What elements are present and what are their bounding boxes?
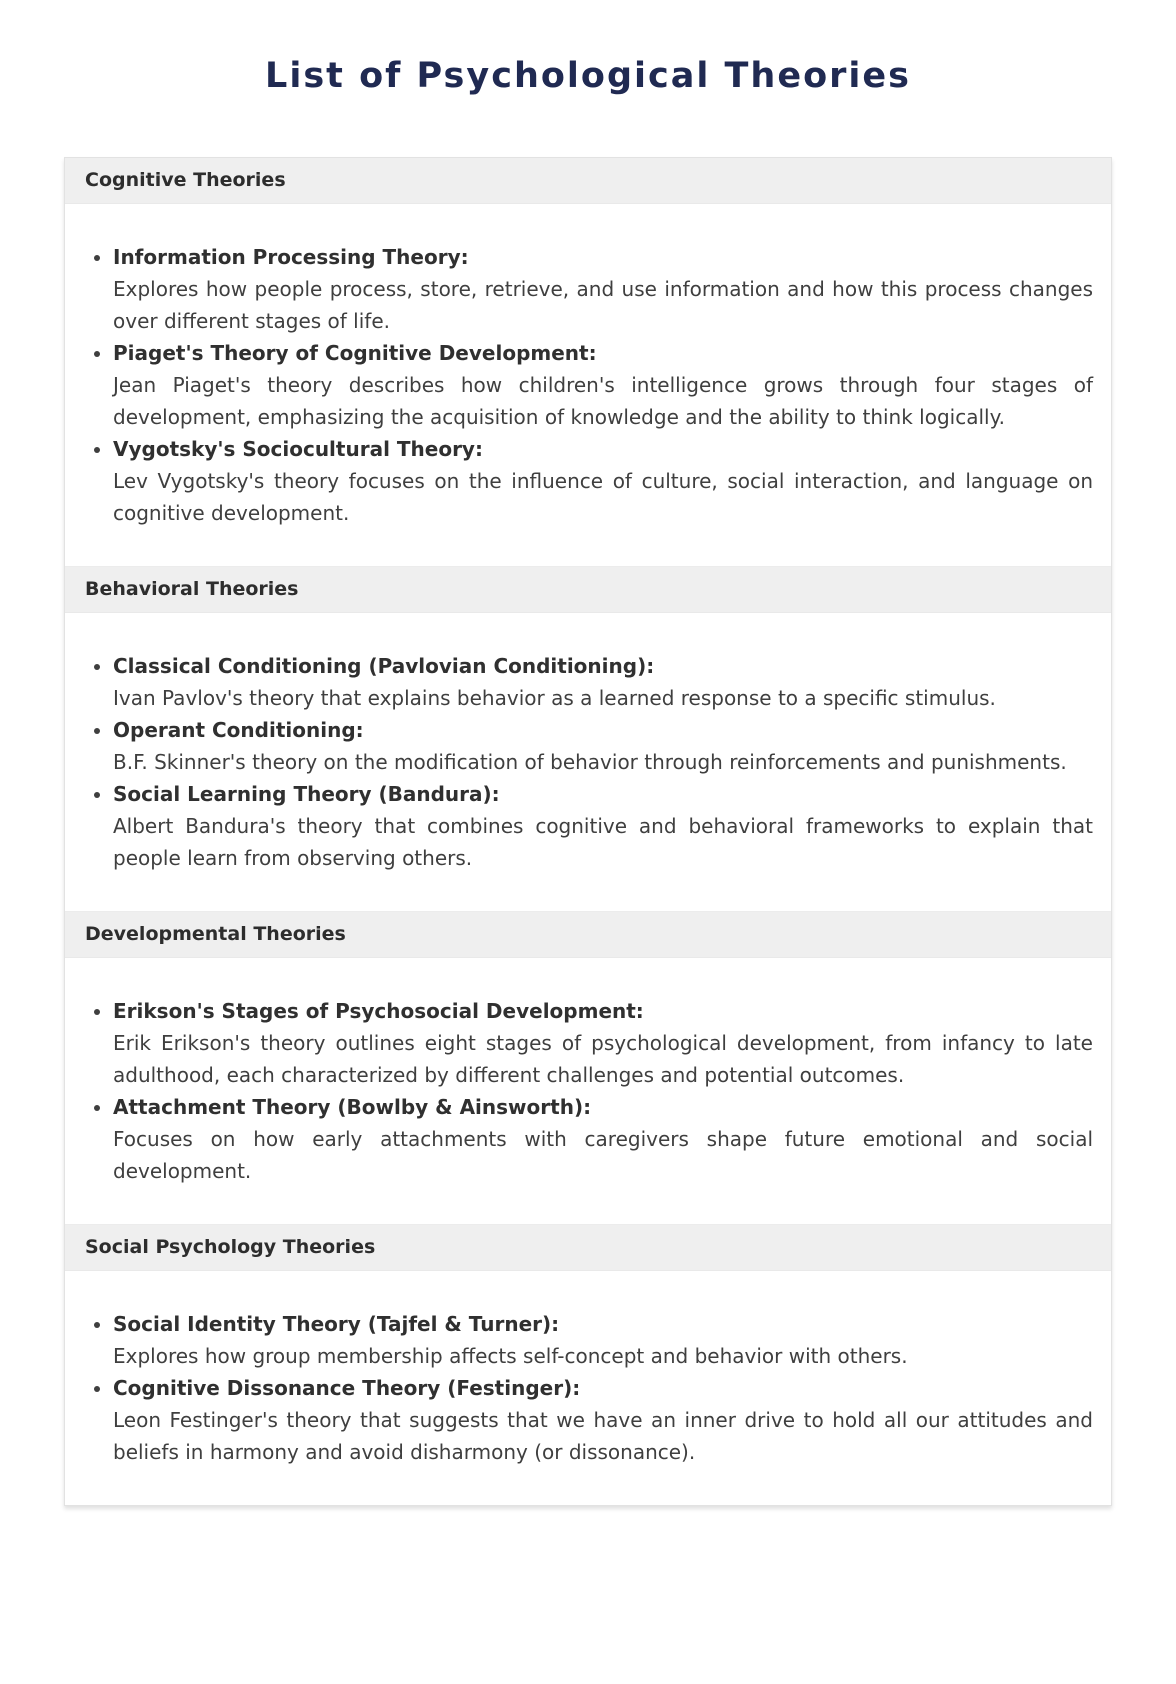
theory-list <box>73 1308 1093 1468</box>
theory-item <box>113 241 1093 337</box>
section-body-cognitive-theories <box>65 204 1111 566</box>
section-cognitive-theories <box>65 158 1111 566</box>
theory-title: • Erikson's Stages of Psychosocial Development: <box>113 999 644 1023</box>
section-body-developmental-theories <box>65 958 1111 1224</box>
section-body-social-psychology-theories <box>65 1271 1111 1505</box>
section-heading-text: Behavioral Theories <box>85 578 299 600</box>
theory-title: • Piaget's Theory of Cognitive Development: <box>113 341 597 365</box>
theory-description: Lev Vygotsky's theory focuses on the influence of culture, social interaction, and language on cognitive development. <box>113 469 1093 525</box>
theory-description: Albert Bandura's theory that combines cognitive and behavioral frameworks to explain that people learn from observing others. <box>113 814 1093 870</box>
theories-document-container <box>64 157 1112 1506</box>
theory-title: • Cognitive Dissonance Theory (Festinger): <box>113 1376 581 1400</box>
section-heading-text: Cognitive Theories <box>85 169 286 191</box>
theory-item <box>113 995 1093 1091</box>
section-heading-text: Social Psychology Theories <box>85 1236 376 1258</box>
theory-item <box>113 433 1093 529</box>
theory-description: Leon Festinger's theory that suggests that we have an inner drive to hold all our attitudes and beliefs in harmony and avoid disharmony (or dissonance). <box>113 1408 1093 1464</box>
page-title: List of Psychological Theories <box>265 56 911 96</box>
theory-item <box>113 714 1093 778</box>
theory-description: Jean Piaget's theory describes how children's intelligence grows through four stages of development, emphasizing the acquisition of knowledge and the ability to think logically. <box>113 373 1093 429</box>
theory-description: Explores how group membership affects self-concept and behavior with others. <box>113 1344 908 1368</box>
theory-title: • Social Identity Theory (Tajfel & Turner): <box>113 1312 560 1336</box>
theory-description: B.F. Skinner's theory on the modification of behavior through reinforcements and punishments. <box>113 750 1067 774</box>
theory-list <box>73 650 1093 874</box>
section-header-behavioral-theories <box>65 566 1111 613</box>
theory-item <box>113 1308 1093 1372</box>
theory-title: • Classical Conditioning (Pavlovian Conditioning): <box>113 654 655 678</box>
theory-title: • Social Learning Theory (Bandura): <box>113 782 500 806</box>
theory-title: • Vygotsky's Sociocultural Theory: <box>113 437 483 461</box>
theory-description: Ivan Pavlov's theory that explains behavior as a learned response to a specific stimulus. <box>113 686 996 710</box>
section-heading-text: Developmental Theories <box>85 923 346 945</box>
section-header-developmental-theories <box>65 911 1111 958</box>
section-behavioral-theories <box>65 566 1111 911</box>
theory-description: Focuses on how early attachments with caregivers shape future emotional and social development. <box>113 1127 1093 1183</box>
theory-list <box>73 995 1093 1187</box>
theory-title: • Operant Conditioning: <box>113 718 364 742</box>
theory-item <box>113 337 1093 433</box>
section-header-cognitive-theories <box>65 158 1111 204</box>
section-header-social-psychology-theories <box>65 1224 1111 1271</box>
theory-item <box>113 778 1093 874</box>
section-social-psychology-theories <box>65 1224 1111 1505</box>
theory-item <box>113 1372 1093 1468</box>
theory-item <box>113 1091 1093 1187</box>
theory-title: • Information Processing Theory: <box>113 245 469 269</box>
theory-title: • Attachment Theory (Bowlby & Ainsworth): <box>113 1095 592 1119</box>
theory-description: Erik Erikson's theory outlines eight stages of psychological development, from infancy to late adulthood, each characterized by different challenges and potential outcomes. <box>113 1031 1093 1087</box>
theory-list <box>73 241 1093 529</box>
document-page <box>0 54 1176 1684</box>
theory-item <box>113 650 1093 714</box>
section-developmental-theories <box>65 911 1111 1224</box>
theory-description: Explores how people process, store, retrieve, and use information and how this process changes over different stages of life. <box>113 277 1093 333</box>
section-body-behavioral-theories <box>65 613 1111 911</box>
